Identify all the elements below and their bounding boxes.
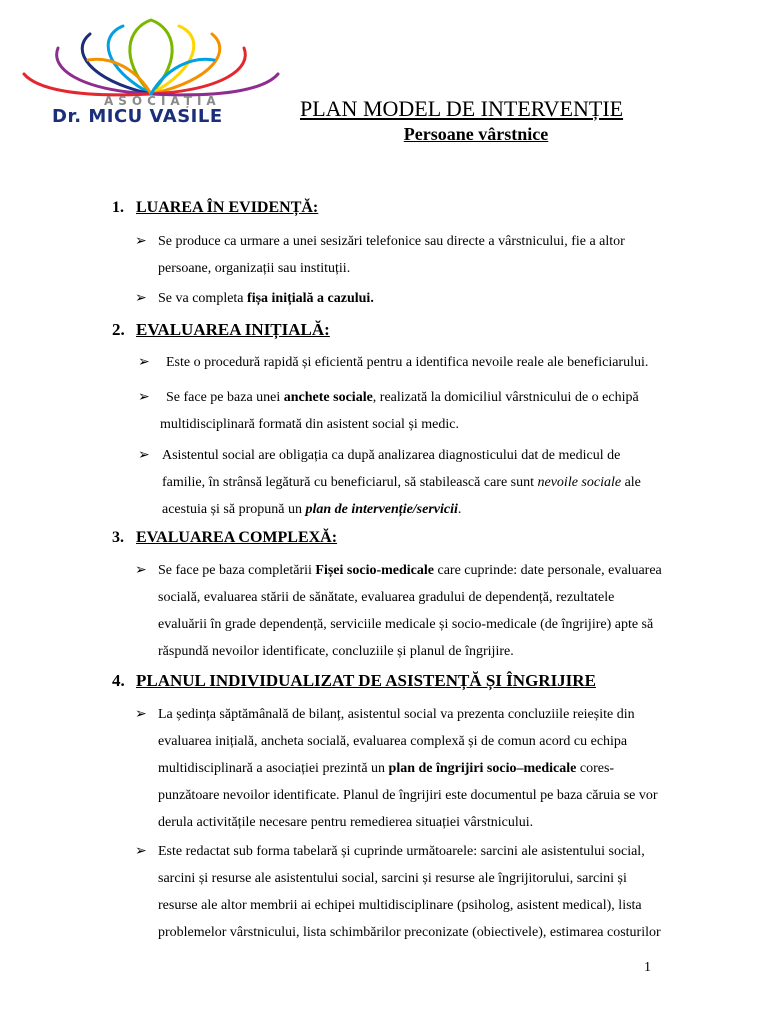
arrow-bullet-icon: ➢ — [138, 389, 150, 405]
bullet-1-1: ➢ Se produce ca urmare a unei sesizări telefonice sau directe a vârstnicului, fie a altor persoane, organizații sau instituții. — [158, 228, 700, 282]
bullet-4-1: ➢ La ședința săptămânală de bilanț, asistentul social va prezenta concluziile reieșite din evaluarea inițială, ancheta socială, evaluarea complexă și de comun acord cu echipa multidisciplinară a asociației prezintă un plan de îngrijiri socio–medicale cores- punzătoare nevoilor identificate. Planul de îngrijiri este documentul pe baza căruia se vor derula activitățile necesare pentru remedierea situației vârstnicului. — [158, 701, 700, 836]
bullet-1-2: ➢ Se va completa fișa inițială a cazului. — [158, 285, 700, 312]
logo-association-text: ASOCIAȚIA — [104, 94, 221, 108]
page-subtitle: Persoane vârstnice — [403, 124, 549, 144]
page-title: PLAN MODEL DE INTERVENȚIE — [300, 96, 624, 121]
association-logo — [18, 18, 284, 130]
page-number: 1 — [644, 960, 651, 975]
bullet-4-2: ➢ Este redactat sub forma tabelară și cuprinde următoarele: sarcini ale asistentului social, sarcini și resurse ale asistentului social, sarcini și resurse ale îngrijitorului, sarcini și resurse ale altor membrii ai echipei multidisciplinare (psiholog, asistent medical), lista problemelor vârstnicului, lista schimbărilor preconizate (obiectivele), estimarea costurilor — [158, 838, 700, 946]
arrow-bullet-icon: ➢ — [138, 354, 150, 370]
arrow-bullet-icon: ➢ — [135, 290, 147, 306]
bullet-2-2: ➢ Se face pe baza unei anchete sociale, realizată la domiciliul vârstnicului de o echipă multidisciplinară formată din asistent social și medic. — [166, 384, 700, 438]
bullet-3-1: ➢ Se face pe baza completării Fișei socio-medicale care cuprinde: date personale, evaluarea socială, evaluarea stării de sănătate, evaluarea gradului de dependență, rezultatele evaluării în grade dependență, serviciile medicale și socio-medicale (de îngrijire) apte să răspundă nevoilor identificate, concluziile și planul de îngrijire. — [158, 557, 700, 665]
lotus-flower-icon — [18, 18, 284, 98]
logo-name-text: Dr. MICU VASILE — [52, 106, 223, 127]
arrow-bullet-icon: ➢ — [135, 562, 147, 578]
section-heading-2: 2. EVALUAREA INIȚIALĂ: — [112, 320, 330, 339]
arrow-bullet-icon: ➢ — [135, 233, 147, 249]
bullet-2-3: ➢ Asistentul social are obligația ca după analizarea diagnosticului dat de medicul de familie, în strânsă legătură cu beneficiarul, să stabilească care sunt nevoile sociale ale acestuia și să propună un plan de intervenție/servicii. — [162, 442, 700, 523]
section-heading-4: 4. PLANUL INDIVIDUALIZAT DE ASISTENȚĂ ȘI ÎNGRIJIRE — [112, 671, 596, 690]
arrow-bullet-icon: ➢ — [135, 706, 147, 722]
bullet-2-1: ➢ Este o procedură rapidă și eficientă pentru a identifica nevoile reale ale beneficiarului. — [166, 349, 700, 376]
arrow-bullet-icon: ➢ — [135, 843, 147, 859]
section-heading-1: 1. LUAREA ÎN EVIDENȚĂ: — [112, 199, 319, 216]
section-heading-3: 3. EVALUAREA COMPLEXĂ: — [112, 529, 338, 546]
arrow-bullet-icon: ➢ — [138, 447, 150, 463]
